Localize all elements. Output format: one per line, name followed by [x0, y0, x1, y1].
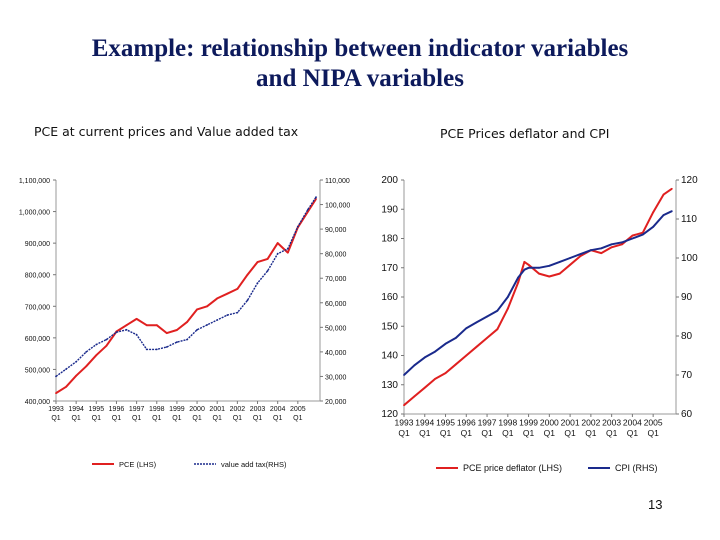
- chart1-right-tick-label: 40,000: [325, 349, 347, 357]
- chart1-x-tick-year: 1996: [108, 406, 125, 413]
- chart2-x-tick-quarter: Q1: [585, 428, 597, 438]
- chart2-x-tick-quarter: Q1: [564, 428, 576, 438]
- chart1-x-tick-quarter: Q1: [273, 415, 283, 422]
- chart2-data-point: [548, 276, 550, 278]
- chart1-x-tick-quarter: Q1: [71, 415, 81, 422]
- chart1-left-tick-label: 500,000: [24, 367, 50, 375]
- chart1-x-tick-quarter: Q1: [252, 415, 263, 422]
- chart1-legend-label: value add tax(RHS): [221, 460, 287, 469]
- chart2-data-point: [455, 363, 457, 365]
- chart2-data-point: [455, 337, 457, 339]
- chart1-x-tick-year: 2005: [290, 406, 306, 413]
- chart2-data-point: [632, 235, 634, 237]
- chart2-data-point: [497, 310, 499, 312]
- chart1-legend-label: PCE (LHS): [119, 460, 157, 469]
- chart1-x-tick-year: 1999: [169, 406, 185, 413]
- chart2-x-tick-year: 2002: [581, 417, 601, 428]
- chart2-data-point: [434, 351, 436, 353]
- chart2-right-tick-label: 120: [681, 175, 698, 186]
- chart2-data-point: [476, 346, 478, 348]
- chart1-data-point: [75, 375, 77, 377]
- chart2-data-point: [424, 387, 426, 389]
- chart1-data-point: [247, 299, 249, 301]
- chart2-x-tick-year: 2000: [539, 417, 559, 428]
- chart1-data-point: [136, 334, 138, 336]
- chart1-data-point: [257, 261, 259, 263]
- slide-title: [0, 34, 720, 94]
- chart1-left-tick-label: 600,000: [24, 335, 50, 343]
- chart1-right-tick-label: 50,000: [325, 325, 347, 333]
- chart1-right-tick-label: 30,000: [325, 374, 347, 382]
- chart1-x-tick-quarter: Q1: [111, 415, 122, 422]
- chart1-x-tick-year: 1994: [68, 406, 84, 413]
- chart2-data-point: [538, 267, 540, 269]
- chart2-right-tick-label: 80: [681, 331, 693, 342]
- chart1-x-tick-year: 1993: [48, 406, 64, 413]
- chart2-x-tick-quarter: Q1: [439, 428, 452, 438]
- chart1-x-tick-year: 2000: [189, 406, 205, 413]
- chart2-data-point: [600, 252, 602, 254]
- chart2-x-tick-quarter: Q1: [647, 428, 659, 438]
- chart2-data-point: [652, 226, 654, 228]
- chart1-x-tick-quarter: Q1: [131, 415, 142, 422]
- chart2-caption: PCE Prices deflator and CPI: [440, 126, 610, 141]
- chart1-data-point: [307, 209, 309, 211]
- chart1-left-tick-label: 1,000,000: [18, 209, 50, 217]
- chart2-left-tick-label: 120: [381, 409, 398, 420]
- chart2-data-point: [507, 308, 509, 310]
- chart2-left-tick-label: 160: [381, 292, 398, 303]
- chart2-data-point: [403, 404, 405, 406]
- chart2-data-point: [559, 261, 561, 263]
- chart1-x-tick-year: 2002: [229, 406, 246, 413]
- chart2-data-point: [528, 264, 530, 266]
- chart2-data-point: [486, 316, 488, 318]
- chart1-x-tick-quarter: Q1: [192, 415, 202, 422]
- chart2-x-tick-quarter: Q1: [419, 428, 431, 438]
- chart2-left-tick-label: 140: [381, 350, 398, 362]
- chart1-data-point: [216, 319, 218, 321]
- chart1-data-point: [216, 298, 218, 300]
- chart1-data-point: [55, 376, 57, 378]
- chart2-data-point: [611, 246, 613, 248]
- chart2-data-point: [671, 210, 673, 212]
- chart2-x-tick-quarter: Q1: [522, 428, 535, 438]
- chart2-x-tick-quarter: Q1: [626, 428, 639, 438]
- chart1-x-tick-quarter: Q1: [172, 415, 182, 422]
- chart2-x-tick-year: 1993: [394, 417, 414, 428]
- chart2-data-point: [507, 296, 509, 298]
- chart2-container: [368, 164, 710, 489]
- chart2-data-point: [559, 273, 561, 275]
- chart1-data-point: [146, 324, 148, 326]
- chart2-x-tick-quarter: Q1: [502, 428, 514, 438]
- chart1-x-tick-quarter: Q1: [212, 415, 222, 422]
- chart1-left-tick-label: 400,000: [24, 399, 50, 406]
- chart1-data-point: [257, 282, 259, 284]
- chart1-series-line-rhs: [56, 197, 316, 376]
- chart1-data-point: [226, 293, 228, 295]
- chart1-data-point: [166, 332, 168, 334]
- chart2-x-tick-quarter: Q1: [605, 428, 618, 438]
- chart2-left-tick-label: 130: [381, 379, 398, 391]
- slide-title-line2: and NIPA variables: [256, 65, 464, 92]
- chart2-right-tick-label: 100: [681, 253, 698, 264]
- chart2-left-tick-label: 180: [381, 233, 398, 245]
- chart2-data-point: [445, 372, 447, 374]
- chart2-left-tick-label: 150: [381, 321, 398, 333]
- chart1-left-tick-label: 700,000: [24, 304, 50, 312]
- chart2-data-point: [590, 249, 592, 251]
- chart1-x-tick-year: 2003: [249, 406, 266, 413]
- chart1-data-point: [156, 349, 158, 351]
- chart1-x-tick-year: 2001: [209, 406, 226, 413]
- chart2-data-point: [445, 343, 447, 345]
- chart1-right-tick-label: 110,000: [325, 178, 350, 185]
- page-number: 13: [648, 497, 663, 512]
- chart2-right-tick-label: 60: [681, 409, 693, 420]
- chart2-left-tick-label: 190: [381, 204, 398, 216]
- chart1-x-tick-year: 1998: [148, 406, 165, 413]
- chart2-left-tick-label: 200: [381, 175, 398, 186]
- chart2-data-point: [414, 396, 416, 398]
- chart2-data-point: [663, 214, 665, 216]
- chart1-svg: [8, 168, 360, 484]
- chart1-data-point: [186, 321, 188, 323]
- chart1-left-tick-label: 800,000: [24, 272, 50, 280]
- chart1-data-point: [106, 345, 108, 347]
- chart2-data-point: [476, 321, 478, 323]
- chart2-data-point: [538, 273, 540, 275]
- chart1-x-tick-year: 2004: [269, 406, 286, 413]
- chart1-data-point: [206, 324, 208, 326]
- chart1-data-point: [226, 314, 228, 316]
- chart2-legend-label: CPI (RHS): [615, 463, 658, 473]
- chart2-x-tick-quarter: Q1: [398, 428, 410, 438]
- chart1-data-point: [65, 368, 67, 370]
- chart1-data-point: [166, 346, 168, 348]
- chart2-data-point: [486, 337, 488, 339]
- chart1-data-point: [287, 248, 289, 250]
- chart1-data-point: [176, 329, 178, 331]
- chart1-x-tick-quarter: Q1: [51, 415, 61, 422]
- chart1-data-point: [237, 312, 239, 314]
- chart2-data-point: [524, 261, 526, 263]
- chart1-data-point: [267, 258, 269, 260]
- chart2-data-point: [569, 264, 571, 266]
- chart2-x-tick-year: 1996: [456, 417, 476, 428]
- chart2-data-point: [424, 357, 426, 359]
- chart1-data-point: [196, 329, 198, 331]
- chart2-x-tick-year: 1997: [477, 417, 497, 428]
- chart1-data-point: [65, 386, 67, 388]
- chart2-data-point: [569, 257, 571, 259]
- chart1-data-point: [126, 329, 128, 331]
- chart1-container: [8, 168, 360, 489]
- chart2-data-point: [548, 265, 550, 267]
- chart1-right-tick-label: 90,000: [325, 227, 347, 235]
- chart1-x-tick-year: 1997: [128, 406, 145, 413]
- chart1-data-point: [267, 270, 269, 272]
- chart2-data-point: [621, 243, 623, 245]
- chart1-data-point: [176, 341, 178, 343]
- chart1-right-tick-label: 20,000: [325, 399, 347, 406]
- chart1-series-line-lhs: [56, 199, 316, 393]
- chart1-data-point: [106, 339, 108, 341]
- chart2-x-tick-year: 2003: [602, 417, 622, 428]
- chart2-x-tick-year: 2001: [560, 417, 580, 428]
- chart1-x-tick-quarter: Q1: [152, 415, 162, 422]
- chart1-x-tick-quarter: Q1: [232, 415, 243, 422]
- chart2-x-tick-quarter: Q1: [460, 428, 472, 438]
- chart2-data-point: [465, 355, 467, 357]
- chart1-data-point: [116, 331, 118, 333]
- chart1-data-point: [315, 196, 317, 198]
- chart2-left-tick-label: 170: [381, 262, 398, 274]
- chart2-data-point: [632, 238, 634, 240]
- chart2-right-tick-label: 110: [681, 214, 697, 225]
- chart1-data-point: [277, 253, 279, 255]
- chart2-data-point: [414, 364, 416, 366]
- chart1-x-tick-quarter: Q1: [293, 415, 303, 422]
- chart2-data-point: [497, 328, 499, 330]
- chart1-right-tick-label: 60,000: [325, 300, 347, 308]
- chart1-data-point: [196, 309, 198, 311]
- chart2-data-point: [671, 188, 673, 190]
- chart2-legend-label: PCE price deflator (LHS): [463, 463, 563, 473]
- chart2-data-point: [611, 243, 613, 245]
- chart1-data-point: [136, 318, 138, 320]
- chart1-data-point: [277, 242, 279, 244]
- chart2-data-point: [517, 277, 519, 279]
- chart1-right-tick-label: 100,000: [325, 202, 351, 210]
- chart1-x-tick-year: 1995: [88, 406, 105, 413]
- chart2-data-point: [517, 282, 519, 284]
- chart1-x-tick-quarter: Q1: [91, 415, 101, 422]
- chart1-data-point: [75, 361, 77, 363]
- chart1-right-tick-label: 80,000: [325, 251, 347, 259]
- chart2-data-point: [434, 378, 436, 380]
- chart1-data-point: [95, 344, 97, 346]
- chart2-x-tick-quarter: Q1: [481, 428, 493, 438]
- chart1-data-point: [85, 351, 87, 353]
- chart1-right-tick-label: 70,000: [325, 276, 347, 284]
- chart1-data-point: [85, 365, 87, 367]
- chart2-right-tick-label: 90: [681, 292, 693, 303]
- chart2-data-point: [663, 194, 665, 196]
- chart2-data-point: [524, 269, 526, 271]
- chart1-data-point: [186, 339, 188, 341]
- chart2-data-point: [642, 234, 644, 236]
- chart1-data-point: [156, 324, 158, 326]
- chart1-data-point: [237, 288, 239, 290]
- chart1-caption: PCE at current prices and Value added tax: [34, 124, 299, 139]
- chart2-svg: [368, 164, 710, 484]
- chart1-data-point: [126, 324, 128, 326]
- chart2-x-tick-year: 1998: [498, 417, 518, 428]
- slide-title-line1: Example: relationship between indicator variables: [91, 35, 629, 62]
- chart2-data-point: [600, 247, 602, 249]
- chart1-data-point: [55, 392, 57, 394]
- chart1-left-tick-label: 900,000: [24, 241, 50, 249]
- chart2-data-point: [652, 211, 654, 213]
- chart2-x-tick-year: 2005: [643, 417, 663, 428]
- chart1-data-point: [287, 252, 289, 254]
- chart2-data-point: [528, 267, 530, 269]
- chart2-x-tick-year: 1994: [415, 417, 435, 428]
- chart1-data-point: [206, 305, 208, 307]
- chart2-x-tick-year: 1999: [519, 417, 539, 428]
- chart1-data-point: [247, 274, 249, 276]
- chart2-right-tick-label: 70: [681, 370, 693, 381]
- chart1-data-point: [146, 349, 148, 351]
- chart2-x-tick-year: 2004: [622, 417, 642, 428]
- chart1-left-tick-label: 1,100,000: [18, 178, 50, 185]
- chart2-data-point: [403, 374, 405, 376]
- chart2-data-point: [621, 242, 623, 244]
- chart2-x-tick-quarter: Q1: [543, 428, 556, 438]
- chart1-data-point: [297, 226, 299, 228]
- chart1-data-point: [95, 354, 97, 356]
- chart2-data-point: [580, 253, 582, 255]
- chart2-x-tick-year: 1995: [436, 417, 455, 428]
- chart2-series-line-lhs: [404, 189, 672, 405]
- chart2-data-point: [465, 327, 467, 329]
